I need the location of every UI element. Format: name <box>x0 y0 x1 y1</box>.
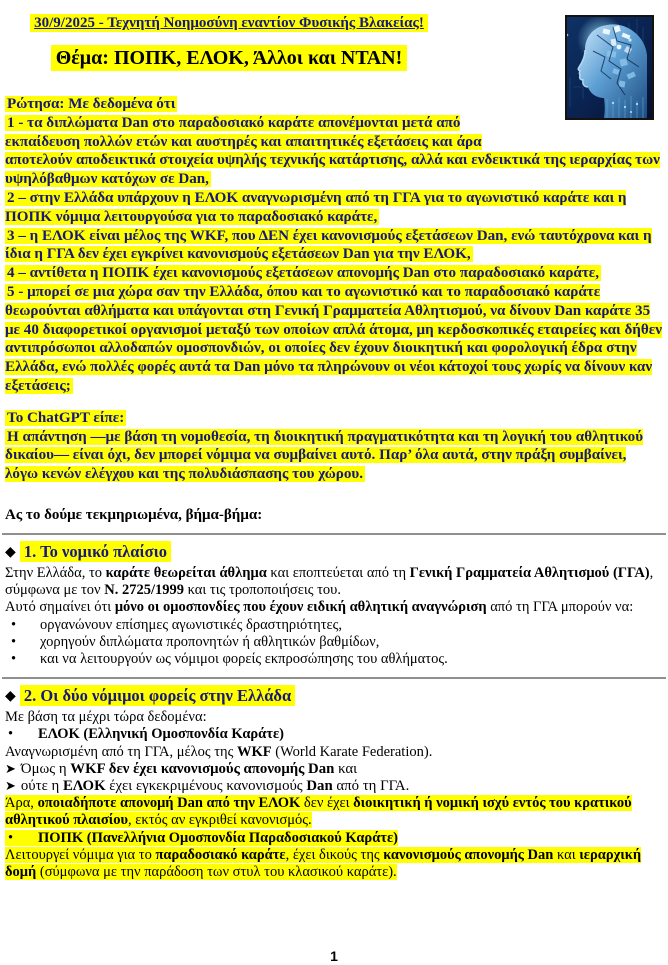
bullet-icon: • <box>11 633 17 650</box>
ai-head-image <box>565 15 654 120</box>
section-2 <box>0 686 668 881</box>
chatgpt-label: Το ChatGPT είπε: <box>7 409 125 426</box>
section-divider-2 <box>2 677 666 679</box>
diamond-icon: ◆ <box>5 688 16 705</box>
section1-body <box>5 565 664 668</box>
question-point-3: 3 – η ΕΛΟΚ είναι μέλος της WKF, που ΔΕΝ έχει κανονισμούς εξετάσεων Dan, ενώ ταυτόχρονα και η ίδια η ΓΓΑ δεν έχει εγκρίνει κανονισμούς εξετάσεων Dan για την ΕΛΟΚ, <box>5 227 652 263</box>
date-heading: 30/9/2025 - Τεχνητή Νοημοσύνη εναντίον Φυσικής Βλακείας! <box>30 14 428 32</box>
popk-label: ΠΟΠΚ (Πανελλήνια Ομοσπονδία Παραδοσιακού Καράτε) <box>38 829 398 846</box>
chatgpt-answer-block <box>5 409 662 484</box>
question-point-1: 1 - τα διπλώματα Dan στο παραδοσιακό καράτε απονέμονται μετά από εκπαίδευση πολλών ετών και αυστηρές και απαιτητικές εξετάσεις και άρα αποτελούν αποδεικτικά στοιχεία υψηλής τεχνικής κατάρτισης, αλλά και ενδεικτικά της ιεραρχίας των υψηλόβαθμων κατόχων σε Dan, <box>5 114 660 188</box>
transition-line: Ας το δούμε τεκμηριωμένα, βήμα-βήμα: <box>5 506 263 523</box>
title-row <box>3 45 455 71</box>
list-item: • χορηγούν διπλώματα προπονητών ή αθλητικών βαθμίδων, <box>11 633 380 650</box>
question-block <box>5 95 662 396</box>
question-point-4: 4 – αντίθετα η ΠΟΠΚ έχει κανονισμούς εξετάσεων απονομής Dan στο παραδοσιακό καράτε, <box>7 265 600 282</box>
page-title: Θέμα: ΠΟΠΚ, ΕΛΟΚ, Άλλοι και ΝΤΑΝ! <box>51 45 408 71</box>
list-item: • οργανώνουν επίσημες αγωνιστικές δραστηριότητες, <box>11 616 342 633</box>
question-point-2: 2 – στην Ελλάδα υπάρχουν η ΕΛΟΚ αναγνωρισμένη από τη ΓΓΑ για το αγωνιστικό καράτε και η ΠΟΠΚ νόμιμα λειτουργούσα για το παραδοσιακό καράτε, <box>5 189 627 225</box>
bullet-icon: • <box>11 650 17 667</box>
arrow-point-1: ➤ Όμως η WKF δεν έχει κανονισμούς απονομής Dan και <box>5 760 358 777</box>
document-header <box>3 0 455 71</box>
arrow-point-2: ➤ ούτε η ΕΛΟΚ έχει εγκεκριμένους κανονισμούς Dan από τη ΓΓΑ. <box>5 777 410 794</box>
arrow-icon: ➤ <box>5 761 16 777</box>
section2-body <box>5 709 664 881</box>
list-item: • και να λειτουργούν ως νόμιμοι φορείς εκπροσώπησης του αθλήματος. <box>11 650 448 667</box>
conclusion-paragraph: Άρα, οποιαδήποτε απονομή Dan από την ΕΛΟΚ δεν έχει διοικητική ή νομική ισχύ εντός του κρατικού αθλητικού πλαισίου, εκτός αν εγκριθεί κανονισμός. <box>5 795 632 829</box>
section2-intro: Με βάση τα μέχρι τώρα δεδομένα: <box>5 709 207 726</box>
elok-description: Αναγνωρισμένη από τη ΓΓΑ, μέλος της WKF (World Karate Federation). <box>5 743 433 760</box>
section-divider-1 <box>2 533 666 535</box>
arrow-icon: ➤ <box>5 778 16 794</box>
elok-label: ΕΛΟΚ (Ελληνική Ομοσπονδία Καράτε) <box>38 726 284 743</box>
bullet-icon: • <box>11 616 17 633</box>
question-lead: Ρώτησα: Με δεδομένα ότι <box>7 96 176 112</box>
chatgpt-answer-text: Η απάντηση —με βάση τη νομοθεσία, τη διοικητική πραγματικότητα και τη λογική του αθλητικού δικαίου— είναι όχι, δεν μπορεί νόμιμα να συμβαίνει αυτό. Παρ’ όλα αυτά, στην πράξη συμβαίνει, λόγω κενών ελέγχου και της πολυδιάσπασης του χώρου. <box>5 428 644 483</box>
section1-paragraph-2: Αυτό σημαίνει ότι μόνο οι ομοσπονδίες που έχουν ειδική αθλητική αναγνώριση από τη ΓΓΑ μπορούν να: <box>5 599 634 616</box>
section2-heading-text: 2. Οι δύο νόμιμοι φορείς στην Ελλάδα <box>20 685 295 706</box>
section1-bullet-list <box>5 617 664 669</box>
popk-description: Λειτουργεί νόμιμα για το παραδοσιακό καράτε, έχει δικούς της κανονισμούς απονομής Dan και ιεραρχική δομή (σύμφωνα με την παράδοση των στυλ του κλασικού καράτε). <box>5 846 642 880</box>
section1-paragraph-1: Στην Ελλάδα, το καράτε θεωρείται άθλημα και εποπτεύεται από τη Γενική Γραμματεία Αθλητισμού (ΓΓΑ), σύμφωνα με τον Ν. 2725/1999 και τις τροποποιήσεις του. <box>5 564 654 599</box>
bullet-icon: • <box>8 829 14 846</box>
ai-head-illustration <box>565 15 654 120</box>
page-number: 1 <box>330 948 338 964</box>
section2-heading <box>5 686 668 706</box>
elok-bullet-line <box>5 726 664 743</box>
date-heading-row <box>3 13 455 33</box>
popk-bullet-line <box>5 830 664 847</box>
bullet-icon: • <box>8 726 14 743</box>
section1-heading-text: 1. Το νομικό πλαίσιο <box>20 541 171 562</box>
question-point-5: 5 - μπορεί σε μια χώρα σαν την Ελλάδα, όπου και το αγωνιστικό και το παραδοσιακό καράτε θεωρούνται αθλήματα και υπάγονται στη Γενική Γραμματεία Αθλητισμού, να δίνουν Dan καράτε 35 με 40 διαφορετικοί οργανισμοί μεταξύ των οποίων απλά άτομα, μη κερδοσκοπικές εταιρείες και δήθεν αντιπρόσωποι αλλοδαπών ομοσπονδιών, οι οποίες δεν έχουν διοικητική και φορολογική έδρα στην Ελλάδα, ενώ πολλές φορές αυτά τα Dan μόνο τα πληρώνουν οι νέοι κάτοχοί τους χωρίς να δίνουν καν εξετάσεις; <box>5 283 662 394</box>
section-1 <box>0 542 668 668</box>
diamond-icon: ◆ <box>5 543 16 560</box>
section1-heading <box>5 542 668 562</box>
